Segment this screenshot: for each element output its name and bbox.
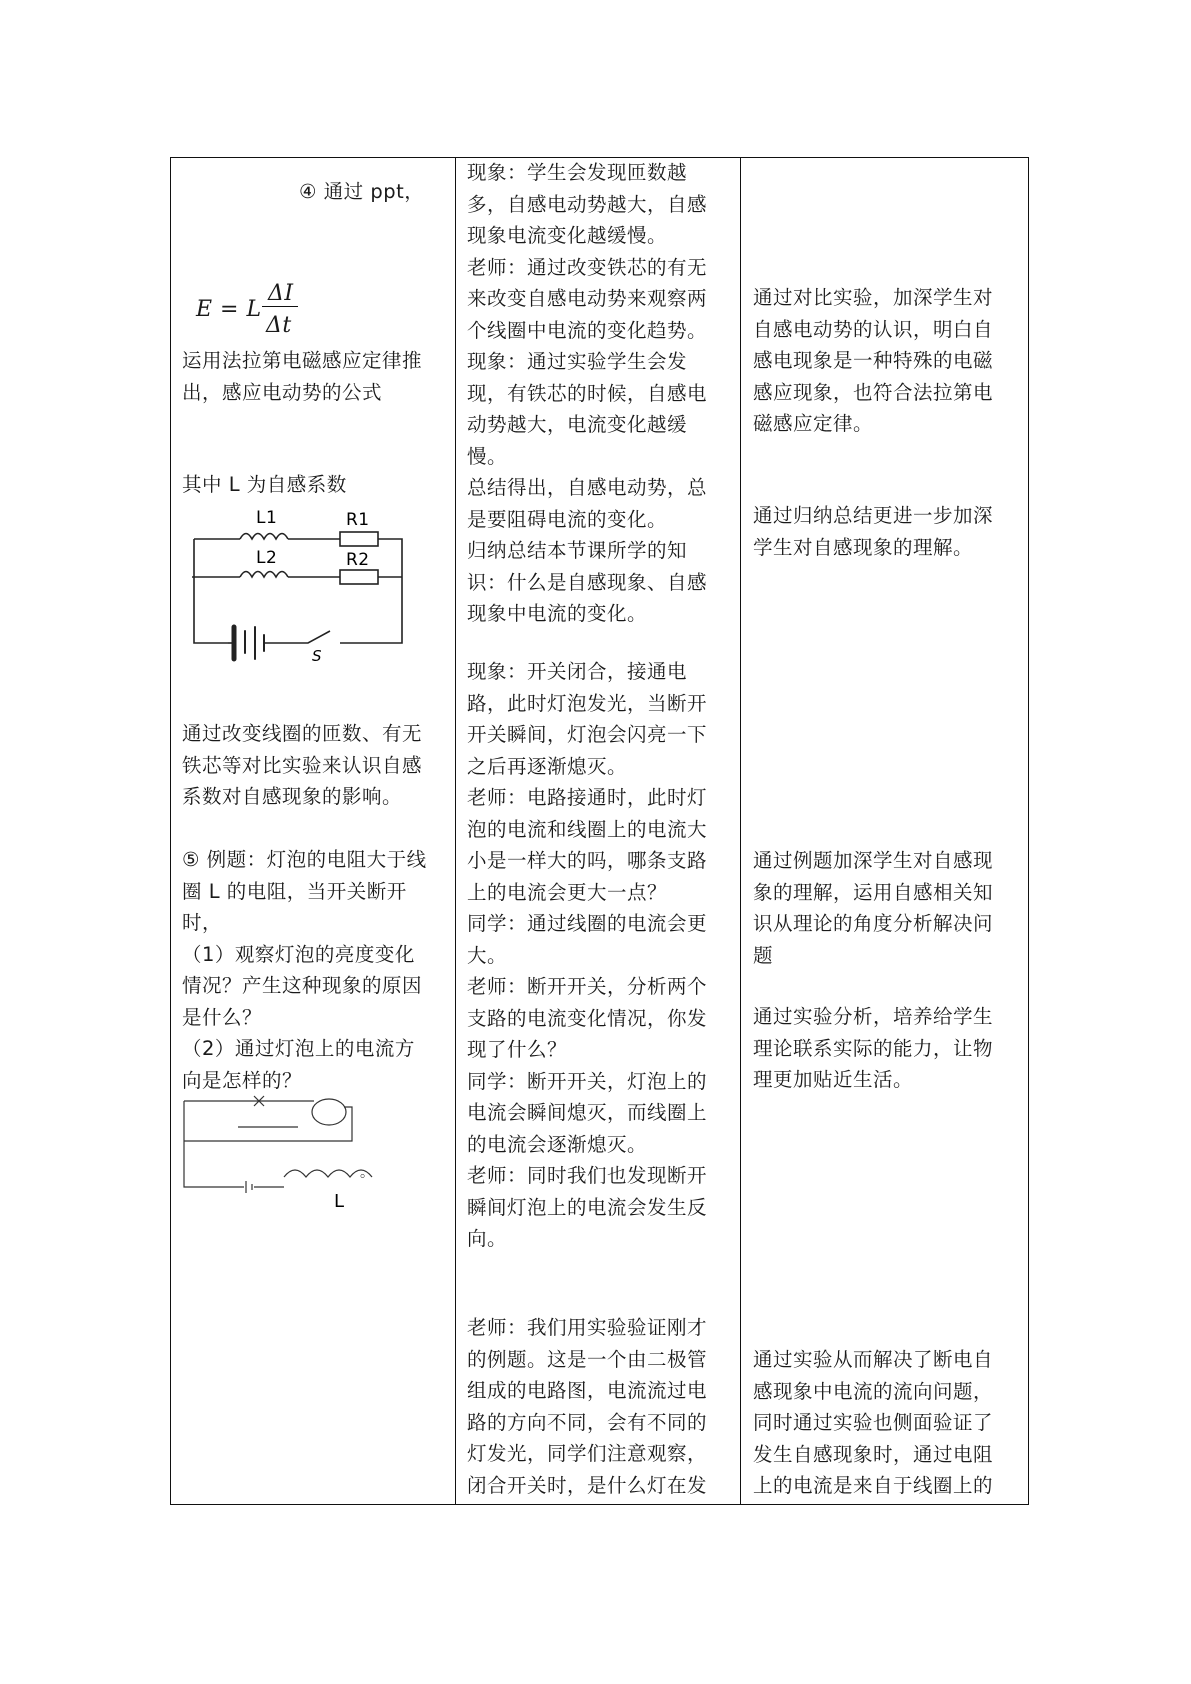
- faraday-text: 运用法拉第电磁感应定律推 出，感应电动势的公式: [182, 349, 423, 404]
- example-circuit-diagram: [182, 1093, 412, 1243]
- design-intent-2: 通过归纳总结更进一步加深 学生对自感现象的理解。: [753, 504, 994, 559]
- example-5-text: ⑤ 例题：灯泡的电阻大于线 圈 L 的电阻，当开关断开 时， （1）观察灯泡的亮度变化 情况？产生这种现象的原因 是什么？ （2）通过灯泡上的电流方 向是怎样的？: [182, 848, 427, 1092]
- formula-lhs: E = L: [196, 297, 262, 322]
- emf-formula: [196, 278, 316, 338]
- formula-fraction-bar: [262, 306, 298, 307]
- teacher-student-activity-1: 现象：学生会发现匝数越 多，自感电动势越大，自感 现象电流变化越缓慢。 老师：通过改变铁芯的有无 来改变自感电动势来观察两 个线圈中电流的变化趋势。 现象：通过实验学生会发 现，有铁芯的时候，自感电 动势越大，电流变化越缓 慢。 总结得出，自感电动势，总 是要阻碍电流的变化。 归纳总结本节课所学的知 识：什么是自感现象、自感 现象中电流的变化。: [467, 161, 708, 625]
- label-l2: L2: [256, 548, 278, 568]
- step-4-heading: ④ 通过 ppt，: [299, 180, 425, 203]
- label-l1: L1: [256, 508, 278, 528]
- formula-denominator: Δt: [266, 313, 292, 338]
- lesson-table: [170, 157, 1029, 1505]
- design-intent-3: 通过例题加深学生对自感现 象的理解，运用自感相关知 识从理论的角度分析解决问 题: [753, 849, 994, 967]
- teacher-student-activity-3: 老师：我们用实验验证刚才 的例题。这是一个由二极管 组成的电路图，电流流过电 路的方向不同，会有不同的 灯发光，同学们注意观察， 闭合开关时，是什么灯在发: [467, 1316, 708, 1497]
- teacher-student-activity-2: 现象：开关闭合，接通电 路，此时灯泡发光，当断开 开关瞬间，灯泡会闪亮一下 之后再逐渐熄灭。 老师：电路接通时，此时灯 泡的电流和线圈上的电流大 小是一样大的吗，哪条支路 上的电流会更大一点？ 同学：通过线圈的电流会更 大。 老师：断开开关，分析两个 支路的电流变化情况，你发 现了什么？ 同学：断开开关，灯泡上的 电流会瞬间熄灭，而线圈上 的电流会逐渐熄灭。 老师：同时我们也发现断开 瞬间灯泡上的电流会发生反 向。: [467, 660, 708, 1250]
- label-r1: R1: [346, 510, 370, 530]
- design-intent-5: 通过实验从而解决了断电自 感现象中电流的流向问题， 同时通过实验也侧面验证了 发生自感现象时，通过电阻 上的电流是来自于线圈上的: [753, 1348, 994, 1497]
- column-divider-1: [455, 158, 456, 1504]
- stray-dot: 。: [360, 1165, 375, 1181]
- self-inductance-coefficient-text: 其中 L 为自感系数: [182, 473, 347, 496]
- label-switch-s: S: [312, 647, 323, 663]
- design-intent-4: 通过实验分析，培养给学生 理论联系实际的能力，让物 理更加贴近生活。: [753, 1005, 994, 1091]
- design-intent-1: 通过对比实验，加深学生对 自感电动势的认识，明白自 感电现象是一种特殊的电磁 感应现象，也符合法拉第电 磁感应定律。: [753, 286, 994, 435]
- column-divider-2: [740, 158, 741, 1504]
- coil-comparison-text: 通过改变线圈的匝数、有无 铁芯等对比实验来认识自感 系数对自感现象的影响。: [182, 722, 423, 808]
- parallel-coil-circuit-diagram: [190, 503, 420, 663]
- formula-numerator: ΔI: [268, 281, 294, 306]
- label-coil-l: L: [334, 1191, 345, 1212]
- label-r2: R2: [346, 550, 370, 570]
